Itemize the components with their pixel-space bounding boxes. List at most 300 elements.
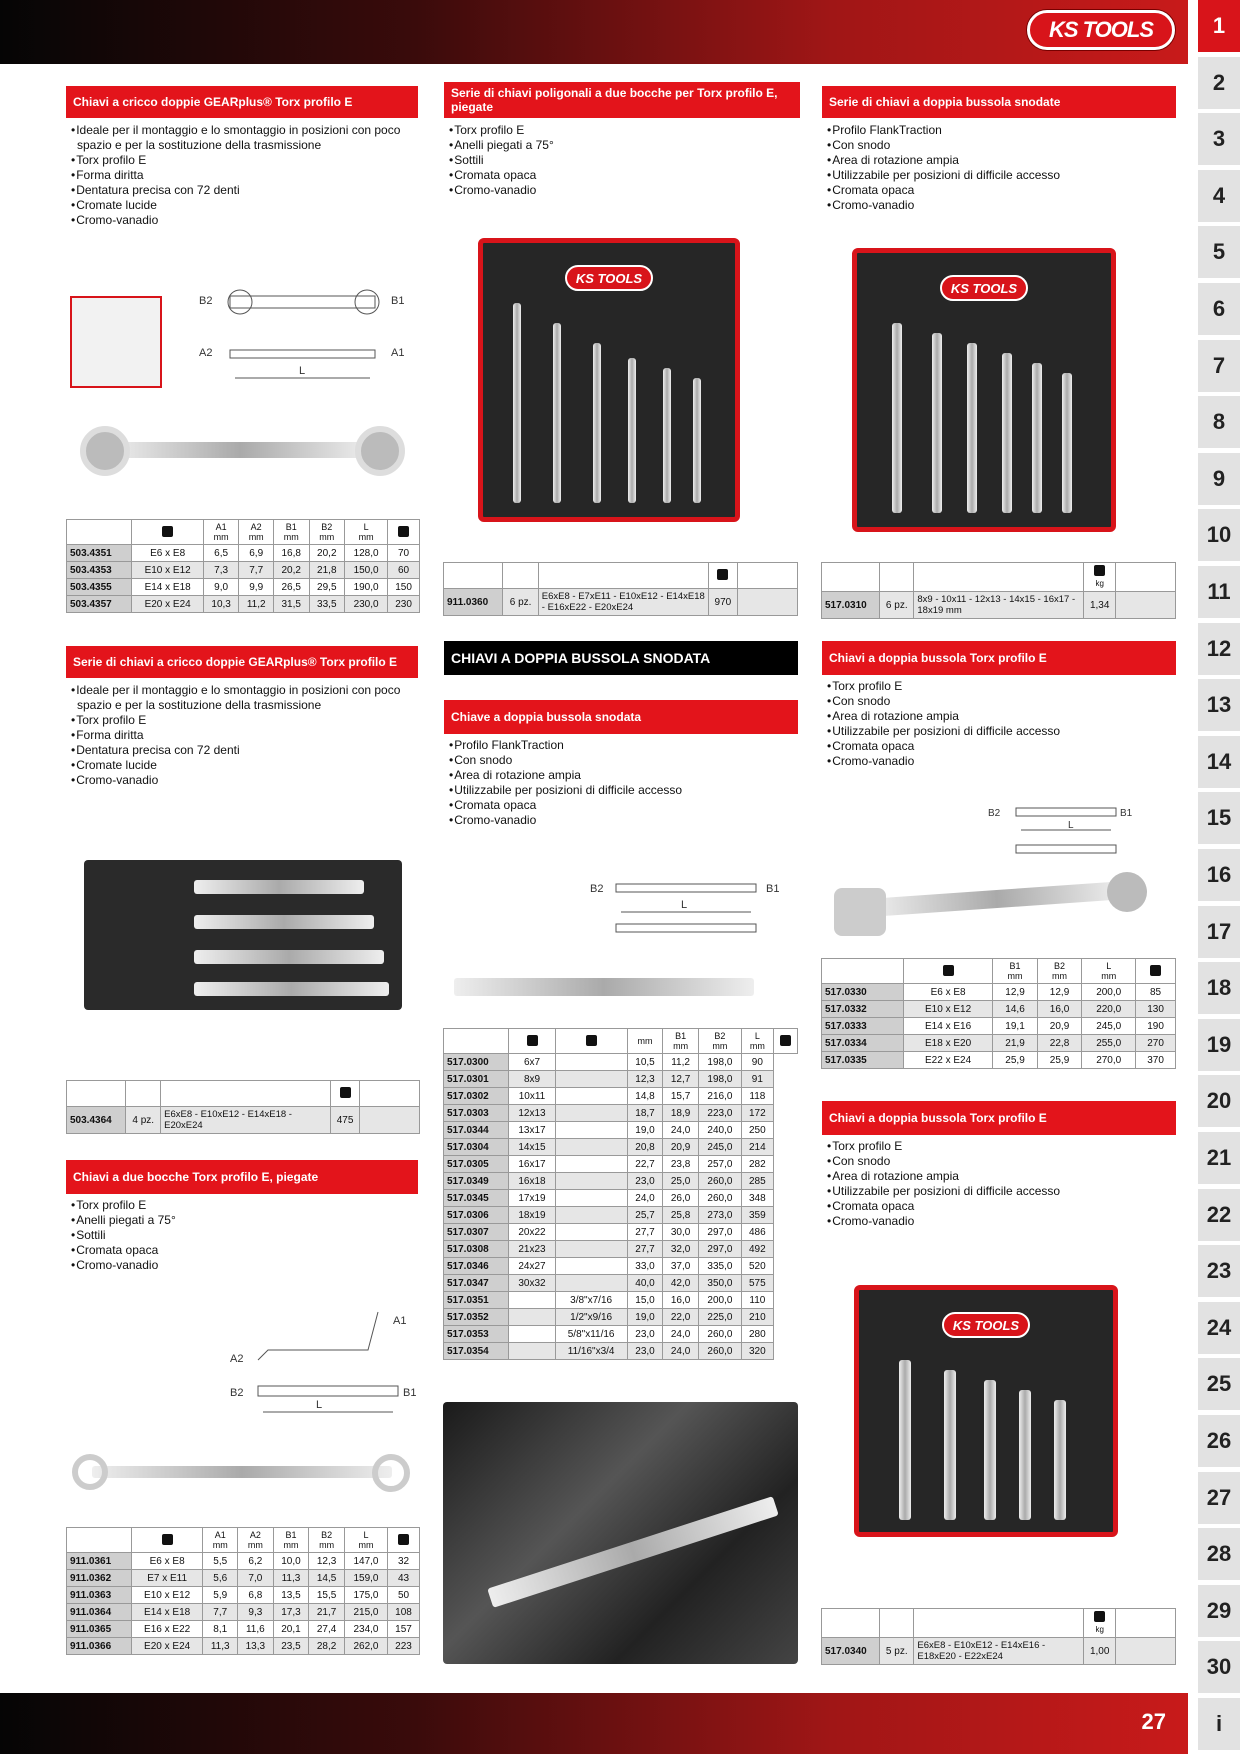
table-cell: 260,0	[698, 1343, 741, 1360]
torx-icon	[162, 526, 173, 537]
table-cell: 503.4353	[67, 562, 132, 579]
table-cell: E16 x E22	[131, 1621, 203, 1638]
table-row	[444, 1326, 798, 1343]
chapter-tab-25[interactable]: 25	[1198, 1358, 1240, 1410]
table-cell: 198,0	[698, 1054, 741, 1071]
dimension-drawing	[228, 1300, 418, 1420]
table-cell: 50	[388, 1587, 420, 1604]
chapter-tab-10[interactable]: 10	[1198, 509, 1240, 561]
table-cell: 13,3	[238, 1638, 274, 1655]
table-cell: 260,0	[698, 1326, 741, 1343]
spec-table-911-set	[443, 562, 798, 616]
page-number: 27	[1141, 1709, 1166, 1734]
table-cell: 16x17	[509, 1156, 555, 1173]
table-cell: 16,8	[273, 545, 309, 562]
table-cell: 85	[1136, 984, 1176, 1001]
table-cell: 911.0365	[67, 1621, 132, 1638]
table-cell: 11/16"x3/4	[555, 1343, 627, 1360]
table-cell: 32	[388, 1553, 420, 1570]
table-cell: 260,0	[698, 1190, 741, 1207]
feature-item: • Utilizzabile per posizioni di difficile accesso	[448, 783, 798, 798]
table-cell: E18 x E20	[903, 1035, 992, 1052]
table-cell: 230	[388, 596, 420, 613]
chapter-tab-15[interactable]: 15	[1198, 792, 1240, 844]
table-cell: 12,7	[663, 1071, 699, 1088]
double-socket-wrench-photo	[454, 970, 754, 1004]
table-cell	[555, 1190, 627, 1207]
section-title: Chiave a doppia bussola snodata	[444, 700, 798, 734]
table-cell: 40,0	[627, 1275, 663, 1292]
a1-label: A1	[391, 347, 405, 359]
table-cell: 7,7	[239, 562, 274, 579]
chapter-tab-26[interactable]: 26	[1198, 1415, 1240, 1467]
table-row	[67, 1621, 420, 1638]
table-cell: 517.0307	[444, 1224, 509, 1241]
table-cell: 24,0	[663, 1343, 699, 1360]
feature-item: • Dentatura precisa con 72 denti	[70, 743, 420, 758]
table-cell	[555, 1258, 627, 1275]
table-cell: 190,0	[345, 579, 388, 596]
table-cell: 27,7	[627, 1224, 663, 1241]
table-row	[444, 1292, 798, 1309]
table-cell: 26,5	[273, 579, 309, 596]
table-cell: 517.0301	[444, 1071, 509, 1088]
feature-item: • Forma diritta	[70, 728, 420, 743]
table-row	[444, 1054, 798, 1071]
table-cell: 223,0	[698, 1105, 741, 1122]
feature-item: • Cromata opaca	[70, 1243, 420, 1258]
feature-item: • Utilizzabile per posizioni di difficile accesso	[826, 168, 1176, 183]
table-cell	[555, 1088, 627, 1105]
table-row	[444, 1105, 798, 1122]
table-cell: 911.0363	[67, 1587, 132, 1604]
table-cell: 234,0	[344, 1621, 387, 1638]
table-row	[822, 1638, 1176, 1665]
table-cell: 6,8	[238, 1587, 274, 1604]
table-cell: 911.0366	[67, 1638, 132, 1655]
table-cell: 911.0364	[67, 1604, 132, 1621]
table-cell: 257,0	[698, 1156, 741, 1173]
table-cell: 147,0	[344, 1553, 387, 1570]
table-cell: 11,2	[663, 1054, 699, 1071]
table-cell: 517.0351	[444, 1292, 509, 1309]
table-cell: 25,9	[1037, 1052, 1082, 1069]
table-cell: E20 x E24	[131, 1638, 203, 1655]
table-cell: 7,0	[238, 1570, 274, 1587]
table-cell: 240,0	[698, 1122, 741, 1139]
table-cell: 6,5	[203, 545, 239, 562]
table-cell: E7 x E11	[131, 1570, 203, 1587]
table-row	[822, 1001, 1176, 1018]
table-cell: 18x19	[509, 1207, 555, 1224]
feature-item: • Cromo-vanadio	[448, 183, 798, 198]
table-cell: 517.0308	[444, 1241, 509, 1258]
feature-item: • Torx profilo E	[448, 123, 798, 138]
a2-label: A2	[230, 1353, 244, 1365]
table-cell: 359	[741, 1207, 773, 1224]
feature-item: • Con snodo	[448, 753, 798, 768]
table-cell: 43	[388, 1570, 420, 1587]
a1-label: A1	[393, 1315, 407, 1327]
feature-item: • Cromate lucide	[70, 758, 420, 773]
table-cell: 22,7	[627, 1156, 663, 1173]
table-cell: 517.0344	[444, 1122, 509, 1139]
table-cell: 245,0	[1082, 1018, 1136, 1035]
socket-icon	[527, 1035, 538, 1046]
table-cell: 26,0	[663, 1190, 699, 1207]
table-cell: 150	[388, 579, 420, 596]
feature-item: • Anelli piegati a 75°	[448, 138, 798, 153]
table-cell: 31,5	[273, 596, 309, 613]
feature-item: • Forma diritta	[70, 168, 420, 183]
table-cell: 5 pz.	[880, 1638, 914, 1665]
table-cell: 23,8	[663, 1156, 699, 1173]
feature-list	[448, 123, 798, 198]
table-cell: 5,5	[203, 1553, 238, 1570]
table-cell: E6 x E8	[132, 545, 203, 562]
chapter-tab-16[interactable]: 16	[1198, 849, 1240, 901]
table-cell: 9,9	[239, 579, 274, 596]
table-row	[444, 1122, 798, 1139]
section-title: Chiavi a doppia bussola Torx profilo E	[822, 641, 1176, 675]
table-cell: 517.0305	[444, 1156, 509, 1173]
torx-icon	[943, 965, 954, 976]
b1-label: B1	[391, 295, 405, 307]
table-cell: 517.0300	[444, 1054, 509, 1071]
feature-item: • Utilizzabile per posizioni di difficile accesso	[826, 724, 1176, 739]
table-cell: 262,0	[344, 1638, 387, 1655]
feature-item: • Cromata opaca	[826, 183, 1176, 198]
table-cell: 6,2	[238, 1553, 274, 1570]
feature-item: • Cromata opaca	[448, 168, 798, 183]
table-cell: 25,9	[993, 1052, 1038, 1069]
feature-item: • Con snodo	[826, 694, 1176, 709]
feature-item: • Cromata opaca	[448, 798, 798, 813]
table-row	[67, 1604, 420, 1621]
feature-item: • Cromo-vanadio	[826, 198, 1176, 213]
table-cell: 1,00	[1084, 1638, 1116, 1665]
table-cell: 475	[331, 1107, 360, 1134]
feature-item: • Area di rotazione ampia	[826, 709, 1176, 724]
table-cell: 21,7	[309, 1604, 345, 1621]
table-cell: E14 x E18	[131, 1604, 203, 1621]
bottom-banner	[0, 1693, 1188, 1754]
feature-item: • Cromate lucide	[70, 198, 420, 213]
table-cell: 198,0	[698, 1071, 741, 1088]
l-label: L	[316, 1399, 323, 1411]
table-cell	[555, 1173, 627, 1190]
spec-table-517-0330: B1 mm B2 mm L mm 517.0330 E6 x E8 12,9 12,9 200,0 85 517.0332 E10 x E12 14,6 16,0 220,0 130 517.0333 E14 x E16 19,1 20,9 245,0 190 517.0334 E18 x E20 21,9 22,8 255,0 270 517.0335 E22 x E24 25,9 25,9 270,0 370	[821, 958, 1176, 1069]
table-cell: 210	[741, 1309, 773, 1326]
table-cell: 29,5	[309, 579, 345, 596]
table-cell: 503.4364	[67, 1107, 126, 1134]
table-row	[444, 1156, 798, 1173]
b2-label: B2	[590, 883, 604, 895]
table-cell: 14,5	[309, 1570, 345, 1587]
table-cell: 8x9	[509, 1071, 555, 1088]
chapter-tab-18[interactable]: 18	[1198, 962, 1240, 1014]
table-cell: 517.0335	[822, 1052, 904, 1069]
feature-item: • Torx profilo E	[70, 153, 420, 168]
table-cell: 130	[1136, 1001, 1176, 1018]
feature-list	[70, 123, 420, 228]
l-label: L	[1068, 820, 1074, 831]
table-cell: 1/2"x9/16	[555, 1309, 627, 1326]
table-cell: 12,9	[1037, 984, 1082, 1001]
table-row	[444, 1088, 798, 1105]
chapter-tab-27[interactable]: 27	[1198, 1472, 1240, 1524]
table-cell: 25,7	[627, 1207, 663, 1224]
table-cell	[555, 1054, 627, 1071]
table-cell: 22,0	[663, 1309, 699, 1326]
table-cell: 282	[741, 1156, 773, 1173]
chapter-tab-9[interactable]: 9	[1198, 453, 1240, 505]
chapter-tab-17[interactable]: 17	[1198, 906, 1240, 958]
section-title: Serie di chiavi a doppia bussola snodate	[822, 86, 1176, 118]
table-cell: 1,34	[1084, 592, 1116, 619]
chapter-tab-29[interactable]: 29	[1198, 1585, 1240, 1637]
table-cell: E6xE8 - E10xE12 - E14xE18 - E20xE24	[161, 1107, 331, 1134]
table-cell: 255,0	[1082, 1035, 1136, 1052]
table-cell: 9,0	[203, 579, 239, 596]
chapter-tab-4[interactable]: 4	[1198, 170, 1240, 222]
table-cell: 225,0	[698, 1309, 741, 1326]
spec-table-503: A1 mm A2 mm B1 mm B2 mm L mm 503.4351 E6 x E8 6,5 6,9 16,8 20,2 128,0 70 503.4353 E10 x E12 7,3 7,7 20,2 21,8 150,0 60 503.4355 E14 x E18 9,0 9,9 26,5 29,5 190,0 150 503.4357 E20 x E24 10,3 11,2 31,5 33,5 230,0 230	[66, 519, 420, 613]
table-row	[444, 1224, 798, 1241]
table-cell: 10x11	[509, 1088, 555, 1105]
chapter-tab-6[interactable]: 6	[1198, 283, 1240, 335]
table-cell: 517.0349	[444, 1173, 509, 1190]
table-cell: 24,0	[663, 1122, 699, 1139]
table-row	[444, 1241, 798, 1258]
table-cell: 110	[741, 1292, 773, 1309]
table-cell: 245,0	[698, 1139, 741, 1156]
feature-item: • Ideale per il montaggio e lo smontaggio in posizioni con poco spazio e per la sostituzione della trasmissione	[70, 683, 420, 713]
table-cell: 970	[708, 589, 737, 616]
chapter-tab-7[interactable]: 7	[1198, 340, 1240, 392]
table-cell: 108	[388, 1604, 420, 1621]
chapter-tab-19[interactable]: 19	[1198, 1019, 1240, 1071]
weight-icon	[717, 569, 728, 580]
table-cell: 5,6	[203, 1570, 238, 1587]
top-banner	[0, 0, 1188, 64]
chapter-tab-24[interactable]: 24	[1198, 1302, 1240, 1354]
weight-icon	[780, 1035, 791, 1046]
table-row	[822, 1052, 1176, 1069]
table-cell: 911.0361	[67, 1553, 132, 1570]
table-cell: 503.4351	[67, 545, 132, 562]
table-cell: 12x13	[509, 1105, 555, 1122]
ratchet-set-tray-photo	[84, 860, 402, 1010]
table-cell: 20,9	[663, 1139, 699, 1156]
table-cell: 118	[741, 1088, 773, 1105]
chapter-tab-20[interactable]: 20	[1198, 1075, 1240, 1127]
table-cell: 503.4357	[67, 596, 132, 613]
chapter-tab-13[interactable]: 13	[1198, 679, 1240, 731]
chapter-tab-12[interactable]: 12	[1198, 623, 1240, 675]
feature-item: • Dentatura precisa con 72 denti	[70, 183, 420, 198]
table-cell: 517.0304	[444, 1139, 509, 1156]
table-cell	[555, 1156, 627, 1173]
spec-table-517-0300: mm B1 mm B2 mm L mm 517.0300 6x7 10,5 11,2 198,0 90 517.0301 8x9 12,3 12,7 198,0 91 517.0302 10x11 14,8 15,7 216,0 118 517.0303 12x13 18,7 18,9 223,0 172 517.0344 13x17 19,0 24,0 240,0 250 517.0304 14x15 20,8 20,9 245,0 214 517.0305 16x17 22,7 23,8 257,0 282 517.0349 16x18 23,0 25,0 260,0 285 517.0345 17x19 24,0 26,0 260,0 348 517.0306 18x19 25,7 25,8 273,0 359 517.0307 20x22 27,7 30,0 297,0 486 517.0308 21x23 27,7 32,0 297,0 492 517.0346 24x27 33,0 37,0 335,0 520 517.0347 30x32 40,0 42,0 350,0 575 517.0351 3/8"x7/16 15,0 16,0 200,0 110 517.0352 1/2"x9/16 19,0 22,0 225,0 210 517.0353 5/8"x11/16 23,0 24,0 260,0 280 517.0354 11/16"x3/4 23,0 24,0 260,0 320	[443, 1028, 798, 1360]
table-cell: E14 x E16	[903, 1018, 992, 1035]
table-cell	[555, 1275, 627, 1292]
table-row	[444, 1258, 798, 1275]
table-cell: 517.0303	[444, 1105, 509, 1122]
table-cell: 25,8	[663, 1207, 699, 1224]
table-cell: 517.0306	[444, 1207, 509, 1224]
ratchet-diagram	[70, 296, 162, 388]
table-cell: 214	[741, 1139, 773, 1156]
chapter-tab-22[interactable]: 22	[1198, 1189, 1240, 1241]
feature-item: • Torx profilo E	[70, 1198, 420, 1213]
ks-tools-logo: KS TOOLS	[1027, 10, 1175, 50]
feature-item: • Cromo-vanadio	[448, 813, 798, 828]
table-cell: 157	[388, 1621, 420, 1638]
table-row	[444, 1173, 798, 1190]
table-cell: 911.0362	[67, 1570, 132, 1587]
table-cell: 6 pz.	[503, 589, 538, 616]
chapter-tab-21[interactable]: 21	[1198, 1132, 1240, 1184]
table-cell: 6 pz.	[880, 592, 914, 619]
table-cell: 90	[741, 1054, 773, 1071]
table-row	[822, 1035, 1176, 1052]
category-title: CHIAVI A DOPPIA BUSSOLA SNODATA	[444, 641, 798, 675]
table-cell: 7,3	[203, 562, 239, 579]
dimension-drawing	[195, 268, 425, 388]
table-cell: 517.0345	[444, 1190, 509, 1207]
chapter-tab-11[interactable]: 11	[1198, 566, 1240, 618]
table-cell: 19,0	[627, 1309, 663, 1326]
table-cell: 492	[741, 1241, 773, 1258]
feature-item: • Sottili	[448, 153, 798, 168]
table-cell: 27,7	[627, 1241, 663, 1258]
table-cell: 12,3	[627, 1071, 663, 1088]
table-cell: 11,3	[273, 1570, 309, 1587]
feature-list	[826, 1139, 1176, 1229]
table-cell: 20,2	[309, 545, 345, 562]
table-row	[67, 545, 420, 562]
table-cell: 297,0	[698, 1241, 741, 1258]
table-cell: 297,0	[698, 1224, 741, 1241]
bent-torx-wrench-photo	[72, 1452, 412, 1496]
feature-item: • Con snodo	[826, 138, 1176, 153]
feature-item: • Utilizzabile per posizioni di difficile accesso	[826, 1184, 1176, 1199]
table-cell: 21,9	[993, 1035, 1038, 1052]
table-cell: 517.0346	[444, 1258, 509, 1275]
chapter-tab-1[interactable]: 1	[1198, 0, 1240, 52]
table-cell: 17x19	[509, 1190, 555, 1207]
l-label: L	[299, 365, 306, 377]
table-cell: 37,0	[663, 1258, 699, 1275]
table-row	[444, 1190, 798, 1207]
table-row	[67, 562, 420, 579]
table-cell: 24,0	[663, 1326, 699, 1343]
table-cell: 10,0	[273, 1553, 309, 1570]
table-cell	[555, 1122, 627, 1139]
feature-item: • Anelli piegati a 75°	[70, 1213, 420, 1228]
table-cell: 520	[741, 1258, 773, 1275]
table-cell: 23,0	[627, 1343, 663, 1360]
feature-item: • Cromo-vanadio	[826, 754, 1176, 769]
feature-list	[826, 123, 1176, 213]
table-cell: 24,0	[627, 1190, 663, 1207]
feature-list	[70, 1198, 420, 1273]
chapter-tab-5[interactable]: 5	[1198, 226, 1240, 278]
table-cell: 517.0340	[822, 1638, 880, 1665]
table-cell: E22 x E24	[903, 1052, 992, 1069]
chapter-tab-30[interactable]: 30	[1198, 1641, 1240, 1693]
table-row	[444, 1343, 798, 1360]
table-cell: 14,8	[627, 1088, 663, 1105]
table-cell: 10,5	[627, 1054, 663, 1071]
table-cell: 33,0	[627, 1258, 663, 1275]
table-row	[67, 596, 420, 613]
weight-icon	[340, 1087, 351, 1098]
b1-label: B1	[403, 1387, 417, 1399]
table-cell: 23,0	[627, 1326, 663, 1343]
a2-label: A2	[199, 347, 213, 359]
feature-item: • Torx profilo E	[826, 1139, 1176, 1154]
table-cell	[555, 1071, 627, 1088]
chapter-tab-23[interactable]: 23	[1198, 1245, 1240, 1297]
table-cell: 150,0	[345, 562, 388, 579]
table-cell: 60	[388, 562, 420, 579]
table-row	[444, 589, 798, 616]
table-cell: 223	[388, 1638, 420, 1655]
chapter-tabs	[1198, 0, 1240, 1754]
table-cell: 517.0354	[444, 1343, 509, 1360]
table-cell: 517.0352	[444, 1309, 509, 1326]
feature-item: • Area di rotazione ampia	[826, 153, 1176, 168]
table-cell: E6xE8 - E7xE11 - E10xE12 - E14xE18 - E16xE22 - E20xE24	[538, 589, 708, 616]
chapter-tab-14[interactable]: 14	[1198, 736, 1240, 788]
chapter-tab-2[interactable]: 2	[1198, 57, 1240, 109]
table-cell: 32,0	[663, 1241, 699, 1258]
table-row	[444, 1139, 798, 1156]
chapter-tab-28[interactable]: 28	[1198, 1528, 1240, 1580]
table-cell: 159,0	[344, 1570, 387, 1587]
table-row	[67, 1570, 420, 1587]
feature-item: • Cromata opaca	[826, 739, 1176, 754]
table-cell: 14x15	[509, 1139, 555, 1156]
table-cell: 30x32	[509, 1275, 555, 1292]
chapter-tab-i[interactable]: i	[1198, 1698, 1240, 1750]
chapter-tab-8[interactable]: 8	[1198, 396, 1240, 448]
b1-label: B1	[766, 883, 780, 895]
table-cell: 23,5	[273, 1638, 309, 1655]
table-cell: 19,0	[627, 1122, 663, 1139]
table-cell: 215,0	[344, 1604, 387, 1621]
table-row	[67, 1638, 420, 1655]
chapter-tab-3[interactable]: 3	[1198, 113, 1240, 165]
section-title: Serie di chiavi a cricco doppie GEARplus® Torx profilo E	[66, 646, 418, 678]
table-cell: 20,9	[1037, 1018, 1082, 1035]
table-cell: 6x7	[509, 1054, 555, 1071]
table-cell: 22,8	[1037, 1035, 1082, 1052]
feature-list	[826, 679, 1176, 769]
feature-item: • Con snodo	[826, 1154, 1176, 1169]
table-cell: 175,0	[344, 1587, 387, 1604]
table-cell: 335,0	[698, 1258, 741, 1275]
torx-icon	[162, 1534, 173, 1545]
table-cell: 128,0	[345, 545, 388, 562]
table-cell: 12,3	[309, 1553, 345, 1570]
table-cell: 10,3	[203, 596, 239, 613]
table-cell: 172	[741, 1105, 773, 1122]
feature-item: • Torx profilo E	[826, 679, 1176, 694]
feature-item: • Torx profilo E	[70, 713, 420, 728]
